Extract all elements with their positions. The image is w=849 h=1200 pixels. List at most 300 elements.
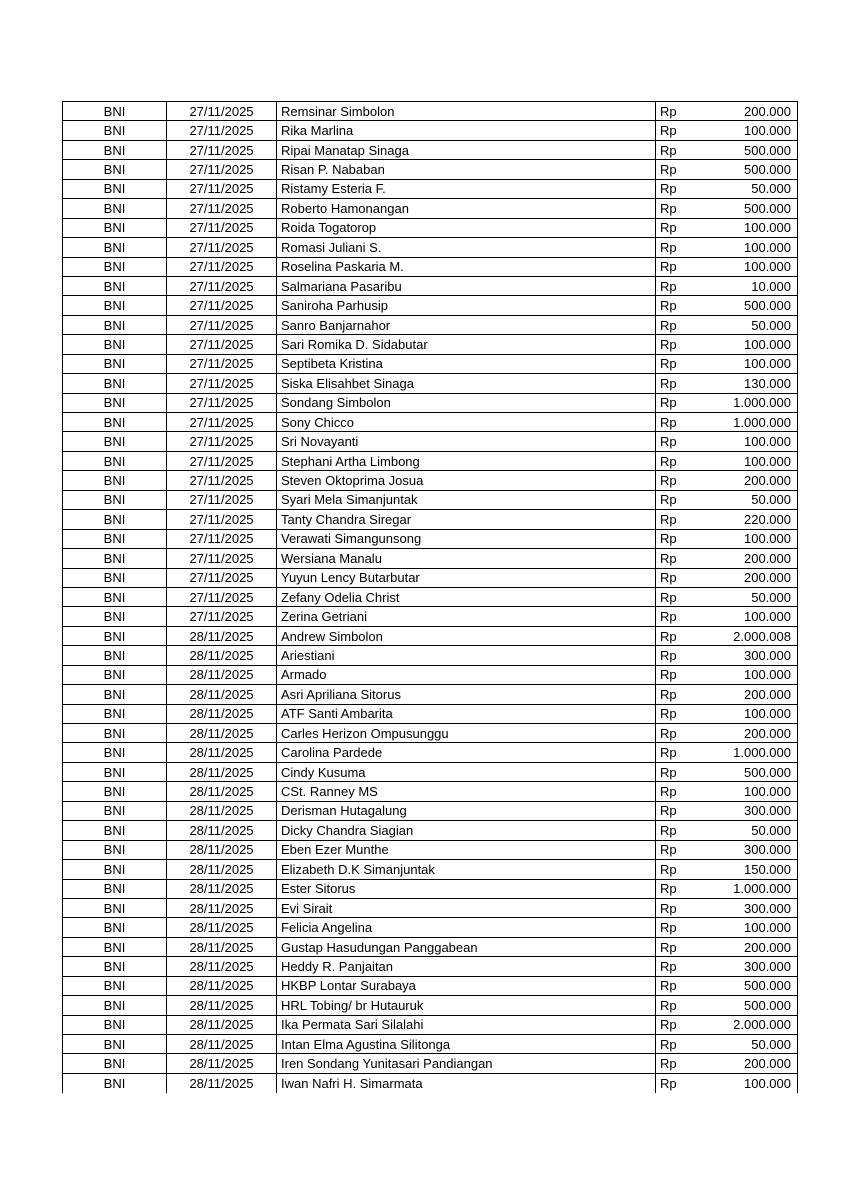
amount-cell: 150.000 (701, 860, 798, 879)
bank-cell: BNI (63, 996, 167, 1015)
bank-cell: BNI (63, 510, 167, 529)
table-row (63, 762, 798, 781)
name-cell: Cindy Kusuma (277, 762, 656, 781)
amount-cell: 200.000 (701, 1054, 798, 1073)
name-cell: Roida Togatorop (277, 218, 656, 237)
bank-cell: BNI (63, 607, 167, 626)
table-row (63, 821, 798, 840)
name-cell: Andrew Simbolon (277, 626, 656, 645)
amount-cell: 500.000 (701, 762, 798, 781)
name-cell: Sanro Banjarnahor (277, 315, 656, 334)
amount-cell: 300.000 (701, 646, 798, 665)
bank-cell: BNI (63, 1054, 167, 1073)
name-cell: Elizabeth D.K Simanjuntak (277, 860, 656, 879)
table-row (63, 607, 798, 626)
name-cell: Evi Sirait (277, 898, 656, 917)
bank-cell: BNI (63, 121, 167, 140)
donation-ledger-table (62, 101, 798, 1093)
currency-cell: Rp (656, 179, 701, 198)
currency-cell: Rp (656, 976, 701, 995)
table-row (63, 315, 798, 334)
name-cell: Wersiana Manalu (277, 549, 656, 568)
amount-cell: 200.000 (701, 549, 798, 568)
currency-cell: Rp (656, 102, 701, 121)
table-row (63, 121, 798, 140)
currency-cell: Rp (656, 218, 701, 237)
table-row (63, 937, 798, 956)
currency-cell: Rp (656, 685, 701, 704)
amount-cell: 100.000 (701, 335, 798, 354)
name-cell: Septibeta Kristina (277, 354, 656, 373)
date-cell: 27/11/2025 (167, 607, 277, 626)
currency-cell: Rp (656, 587, 701, 606)
currency-cell: Rp (656, 724, 701, 743)
date-cell: 28/11/2025 (167, 724, 277, 743)
bank-cell: BNI (63, 471, 167, 490)
amount-cell: 1.000.000 (701, 879, 798, 898)
currency-cell: Rp (656, 762, 701, 781)
name-cell: Zefany Odelia Christ (277, 587, 656, 606)
table-row (63, 1035, 798, 1054)
table-row (63, 549, 798, 568)
date-cell: 28/11/2025 (167, 821, 277, 840)
currency-cell: Rp (656, 238, 701, 257)
amount-cell: 200.000 (701, 568, 798, 587)
date-cell: 28/11/2025 (167, 918, 277, 937)
table-row (63, 1073, 798, 1092)
bank-cell: BNI (63, 626, 167, 645)
date-cell: 27/11/2025 (167, 257, 277, 276)
table-row (63, 801, 798, 820)
bank-cell: BNI (63, 393, 167, 412)
name-cell: Romasi Juliani S. (277, 238, 656, 257)
date-cell: 28/11/2025 (167, 782, 277, 801)
name-cell: Saniroha Parhusip (277, 296, 656, 315)
name-cell: Sri Novayanti (277, 432, 656, 451)
table-row (63, 102, 798, 121)
table-row (63, 179, 798, 198)
name-cell: CSt. Ranney MS (277, 782, 656, 801)
amount-cell: 130.000 (701, 374, 798, 393)
amount-cell: 100.000 (701, 529, 798, 548)
date-cell: 28/11/2025 (167, 685, 277, 704)
name-cell: Ariestiani (277, 646, 656, 665)
currency-cell: Rp (656, 957, 701, 976)
amount-cell: 200.000 (701, 102, 798, 121)
bank-cell: BNI (63, 238, 167, 257)
bank-cell: BNI (63, 335, 167, 354)
amount-cell: 500.000 (701, 296, 798, 315)
currency-cell: Rp (656, 413, 701, 432)
name-cell: HRL Tobing/ br Hutauruk (277, 996, 656, 1015)
amount-cell: 300.000 (701, 801, 798, 820)
table-row (63, 510, 798, 529)
bank-cell: BNI (63, 413, 167, 432)
name-cell: Stephani Artha Limbong (277, 451, 656, 470)
currency-cell: Rp (656, 1073, 701, 1092)
bank-cell: BNI (63, 218, 167, 237)
table-row (63, 957, 798, 976)
date-cell: 28/11/2025 (167, 1015, 277, 1034)
table-row (63, 918, 798, 937)
table-row (63, 490, 798, 509)
bank-cell: BNI (63, 102, 167, 121)
amount-cell: 220.000 (701, 510, 798, 529)
name-cell: HKBP Lontar Surabaya (277, 976, 656, 995)
currency-cell: Rp (656, 821, 701, 840)
currency-cell: Rp (656, 432, 701, 451)
date-cell: 27/11/2025 (167, 393, 277, 412)
amount-cell: 1.000.000 (701, 393, 798, 412)
name-cell: Intan Elma Agustina Silitonga (277, 1035, 656, 1054)
table-row (63, 879, 798, 898)
amount-cell: 100.000 (701, 257, 798, 276)
bank-cell: BNI (63, 840, 167, 859)
name-cell: Zerina Getriani (277, 607, 656, 626)
name-cell: Asri Apriliana Sitorus (277, 685, 656, 704)
amount-cell: 50.000 (701, 587, 798, 606)
bank-cell: BNI (63, 976, 167, 995)
date-cell: 28/11/2025 (167, 646, 277, 665)
table-row (63, 1054, 798, 1073)
amount-cell: 100.000 (701, 607, 798, 626)
amount-cell: 50.000 (701, 821, 798, 840)
bank-cell: BNI (63, 374, 167, 393)
table-row (63, 199, 798, 218)
table-row (63, 218, 798, 237)
bank-cell: BNI (63, 549, 167, 568)
date-cell: 28/11/2025 (167, 976, 277, 995)
currency-cell: Rp (656, 490, 701, 509)
date-cell: 28/11/2025 (167, 860, 277, 879)
table-row (63, 354, 798, 373)
table-row (63, 898, 798, 917)
bank-cell: BNI (63, 918, 167, 937)
date-cell: 27/11/2025 (167, 238, 277, 257)
currency-cell: Rp (656, 257, 701, 276)
bank-cell: BNI (63, 160, 167, 179)
bank-cell: BNI (63, 199, 167, 218)
amount-cell: 200.000 (701, 471, 798, 490)
table-row (63, 238, 798, 257)
date-cell: 27/11/2025 (167, 315, 277, 334)
name-cell: Heddy R. Panjaitan (277, 957, 656, 976)
amount-cell: 100.000 (701, 451, 798, 470)
amount-cell: 200.000 (701, 724, 798, 743)
currency-cell: Rp (656, 529, 701, 548)
bank-cell: BNI (63, 743, 167, 762)
currency-cell: Rp (656, 568, 701, 587)
bank-cell: BNI (63, 568, 167, 587)
date-cell: 27/11/2025 (167, 335, 277, 354)
name-cell: Roberto Hamonangan (277, 199, 656, 218)
amount-cell: 100.000 (701, 704, 798, 723)
bank-cell: BNI (63, 665, 167, 684)
currency-cell: Rp (656, 549, 701, 568)
amount-cell: 300.000 (701, 957, 798, 976)
name-cell: Sari Romika D. Sidabutar (277, 335, 656, 354)
date-cell: 27/11/2025 (167, 413, 277, 432)
currency-cell: Rp (656, 782, 701, 801)
table-row (63, 840, 798, 859)
bank-cell: BNI (63, 646, 167, 665)
amount-cell: 50.000 (701, 315, 798, 334)
name-cell: Siska Elisahbet Sinaga (277, 374, 656, 393)
date-cell: 27/11/2025 (167, 568, 277, 587)
currency-cell: Rp (656, 879, 701, 898)
amount-cell: 500.000 (701, 140, 798, 159)
name-cell: Gustap Hasudungan Panggabean (277, 937, 656, 956)
currency-cell: Rp (656, 471, 701, 490)
currency-cell: Rp (656, 646, 701, 665)
name-cell: Derisman Hutagalung (277, 801, 656, 820)
amount-cell: 100.000 (701, 121, 798, 140)
currency-cell: Rp (656, 801, 701, 820)
bank-cell: BNI (63, 490, 167, 509)
amount-cell: 100.000 (701, 238, 798, 257)
amount-cell: 10.000 (701, 276, 798, 295)
name-cell: Tanty Chandra Siregar (277, 510, 656, 529)
bank-cell: BNI (63, 801, 167, 820)
amount-cell: 300.000 (701, 840, 798, 859)
name-cell: Iren Sondang Yunitasari Pandiangan (277, 1054, 656, 1073)
bank-cell: BNI (63, 276, 167, 295)
name-cell: Yuyun Lency Butarbutar (277, 568, 656, 587)
name-cell: Remsinar Simbolon (277, 102, 656, 121)
bank-cell: BNI (63, 685, 167, 704)
amount-cell: 50.000 (701, 490, 798, 509)
date-cell: 27/11/2025 (167, 296, 277, 315)
bank-cell: BNI (63, 937, 167, 956)
name-cell: Ripai Manatap Sinaga (277, 140, 656, 159)
bank-cell: BNI (63, 782, 167, 801)
name-cell: Steven Oktoprima Josua (277, 471, 656, 490)
name-cell: Rika Marlina (277, 121, 656, 140)
currency-cell: Rp (656, 160, 701, 179)
date-cell: 28/11/2025 (167, 898, 277, 917)
currency-cell: Rp (656, 996, 701, 1015)
bank-cell: BNI (63, 704, 167, 723)
table-row (63, 626, 798, 645)
amount-cell: 2.000.000 (701, 1015, 798, 1034)
bank-cell: BNI (63, 140, 167, 159)
currency-cell: Rp (656, 937, 701, 956)
amount-cell: 200.000 (701, 937, 798, 956)
currency-cell: Rp (656, 1035, 701, 1054)
date-cell: 28/11/2025 (167, 996, 277, 1015)
currency-cell: Rp (656, 860, 701, 879)
amount-cell: 100.000 (701, 218, 798, 237)
name-cell: Carolina Pardede (277, 743, 656, 762)
table-row (63, 646, 798, 665)
amount-cell: 100.000 (701, 432, 798, 451)
date-cell: 28/11/2025 (167, 937, 277, 956)
date-cell: 28/11/2025 (167, 626, 277, 645)
amount-cell: 500.000 (701, 199, 798, 218)
date-cell: 28/11/2025 (167, 665, 277, 684)
name-cell: Felicia Angelina (277, 918, 656, 937)
table-row (63, 860, 798, 879)
name-cell: Sony Chicco (277, 413, 656, 432)
date-cell: 28/11/2025 (167, 1035, 277, 1054)
bank-cell: BNI (63, 821, 167, 840)
table-row (63, 296, 798, 315)
currency-cell: Rp (656, 140, 701, 159)
currency-cell: Rp (656, 276, 701, 295)
table-row (63, 1015, 798, 1034)
table-row (63, 529, 798, 548)
date-cell: 27/11/2025 (167, 510, 277, 529)
bank-cell: BNI (63, 451, 167, 470)
currency-cell: Rp (656, 898, 701, 917)
currency-cell: Rp (656, 918, 701, 937)
bank-cell: BNI (63, 529, 167, 548)
currency-cell: Rp (656, 121, 701, 140)
table-row (63, 996, 798, 1015)
name-cell: Syari Mela Simanjuntak (277, 490, 656, 509)
currency-cell: Rp (656, 510, 701, 529)
date-cell: 27/11/2025 (167, 451, 277, 470)
date-cell: 27/11/2025 (167, 354, 277, 373)
currency-cell: Rp (656, 607, 701, 626)
name-cell: Ristamy Esteria F. (277, 179, 656, 198)
amount-cell: 50.000 (701, 179, 798, 198)
currency-cell: Rp (656, 296, 701, 315)
table-row (63, 257, 798, 276)
table-row (63, 413, 798, 432)
currency-cell: Rp (656, 451, 701, 470)
amount-cell: 500.000 (701, 160, 798, 179)
date-cell: 27/11/2025 (167, 218, 277, 237)
amount-cell: 100.000 (701, 354, 798, 373)
currency-cell: Rp (656, 354, 701, 373)
date-cell: 28/11/2025 (167, 1073, 277, 1092)
date-cell: 28/11/2025 (167, 704, 277, 723)
name-cell: Dicky Chandra Siagian (277, 821, 656, 840)
table-row (63, 587, 798, 606)
name-cell: Iwan Nafri H. Simarmata (277, 1073, 656, 1092)
name-cell: Risan P. Nababan (277, 160, 656, 179)
bank-cell: BNI (63, 315, 167, 334)
bank-cell: BNI (63, 354, 167, 373)
bank-cell: BNI (63, 860, 167, 879)
currency-cell: Rp (656, 1054, 701, 1073)
amount-cell: 100.000 (701, 1073, 798, 1092)
name-cell: Ika Permata Sari Silalahi (277, 1015, 656, 1034)
amount-cell: 100.000 (701, 782, 798, 801)
table-row (63, 724, 798, 743)
date-cell: 27/11/2025 (167, 140, 277, 159)
bank-cell: BNI (63, 257, 167, 276)
amount-cell: 300.000 (701, 898, 798, 917)
date-cell: 27/11/2025 (167, 179, 277, 198)
date-cell: 27/11/2025 (167, 121, 277, 140)
date-cell: 28/11/2025 (167, 840, 277, 859)
currency-cell: Rp (656, 626, 701, 645)
table-row (63, 432, 798, 451)
currency-cell: Rp (656, 199, 701, 218)
table-row (63, 685, 798, 704)
table-row (63, 743, 798, 762)
amount-cell: 100.000 (701, 918, 798, 937)
amount-cell: 500.000 (701, 996, 798, 1015)
date-cell: 27/11/2025 (167, 471, 277, 490)
amount-cell: 200.000 (701, 685, 798, 704)
date-cell: 28/11/2025 (167, 801, 277, 820)
date-cell: 27/11/2025 (167, 529, 277, 548)
date-cell: 27/11/2025 (167, 549, 277, 568)
date-cell: 27/11/2025 (167, 160, 277, 179)
currency-cell: Rp (656, 840, 701, 859)
currency-cell: Rp (656, 665, 701, 684)
amount-cell: 1.000.000 (701, 413, 798, 432)
currency-cell: Rp (656, 335, 701, 354)
amount-cell: 1.000.000 (701, 743, 798, 762)
bank-cell: BNI (63, 724, 167, 743)
table-row (63, 976, 798, 995)
table-row (63, 704, 798, 723)
bank-cell: BNI (63, 1073, 167, 1092)
table-row (63, 782, 798, 801)
date-cell: 28/11/2025 (167, 1054, 277, 1073)
date-cell: 27/11/2025 (167, 587, 277, 606)
amount-cell: 500.000 (701, 976, 798, 995)
table-row (63, 568, 798, 587)
date-cell: 27/11/2025 (167, 199, 277, 218)
bank-cell: BNI (63, 879, 167, 898)
currency-cell: Rp (656, 1015, 701, 1034)
amount-cell: 50.000 (701, 1035, 798, 1054)
name-cell: Carles Herizon Ompusunggu (277, 724, 656, 743)
name-cell: Sondang Simbolon (277, 393, 656, 412)
amount-cell: 2.000.008 (701, 626, 798, 645)
bank-cell: BNI (63, 432, 167, 451)
table-row (63, 335, 798, 354)
currency-cell: Rp (656, 374, 701, 393)
name-cell: Armado (277, 665, 656, 684)
date-cell: 27/11/2025 (167, 490, 277, 509)
date-cell: 28/11/2025 (167, 762, 277, 781)
currency-cell: Rp (656, 743, 701, 762)
table-row (63, 276, 798, 295)
date-cell: 28/11/2025 (167, 957, 277, 976)
date-cell: 28/11/2025 (167, 879, 277, 898)
table-row (63, 160, 798, 179)
amount-cell: 100.000 (701, 665, 798, 684)
date-cell: 27/11/2025 (167, 276, 277, 295)
table-row (63, 471, 798, 490)
table-row (63, 665, 798, 684)
currency-cell: Rp (656, 393, 701, 412)
name-cell: Verawati Simangunsong (277, 529, 656, 548)
bank-cell: BNI (63, 898, 167, 917)
name-cell: ATF Santi Ambarita (277, 704, 656, 723)
name-cell: Roselina Paskaria M. (277, 257, 656, 276)
date-cell: 27/11/2025 (167, 432, 277, 451)
date-cell: 27/11/2025 (167, 374, 277, 393)
bank-cell: BNI (63, 179, 167, 198)
table-row (63, 140, 798, 159)
currency-cell: Rp (656, 704, 701, 723)
ledger-body (63, 102, 798, 1093)
name-cell: Ester Sitorus (277, 879, 656, 898)
bank-cell: BNI (63, 296, 167, 315)
date-cell: 28/11/2025 (167, 743, 277, 762)
currency-cell: Rp (656, 315, 701, 334)
bank-cell: BNI (63, 587, 167, 606)
bank-cell: BNI (63, 1035, 167, 1054)
table-row (63, 451, 798, 470)
